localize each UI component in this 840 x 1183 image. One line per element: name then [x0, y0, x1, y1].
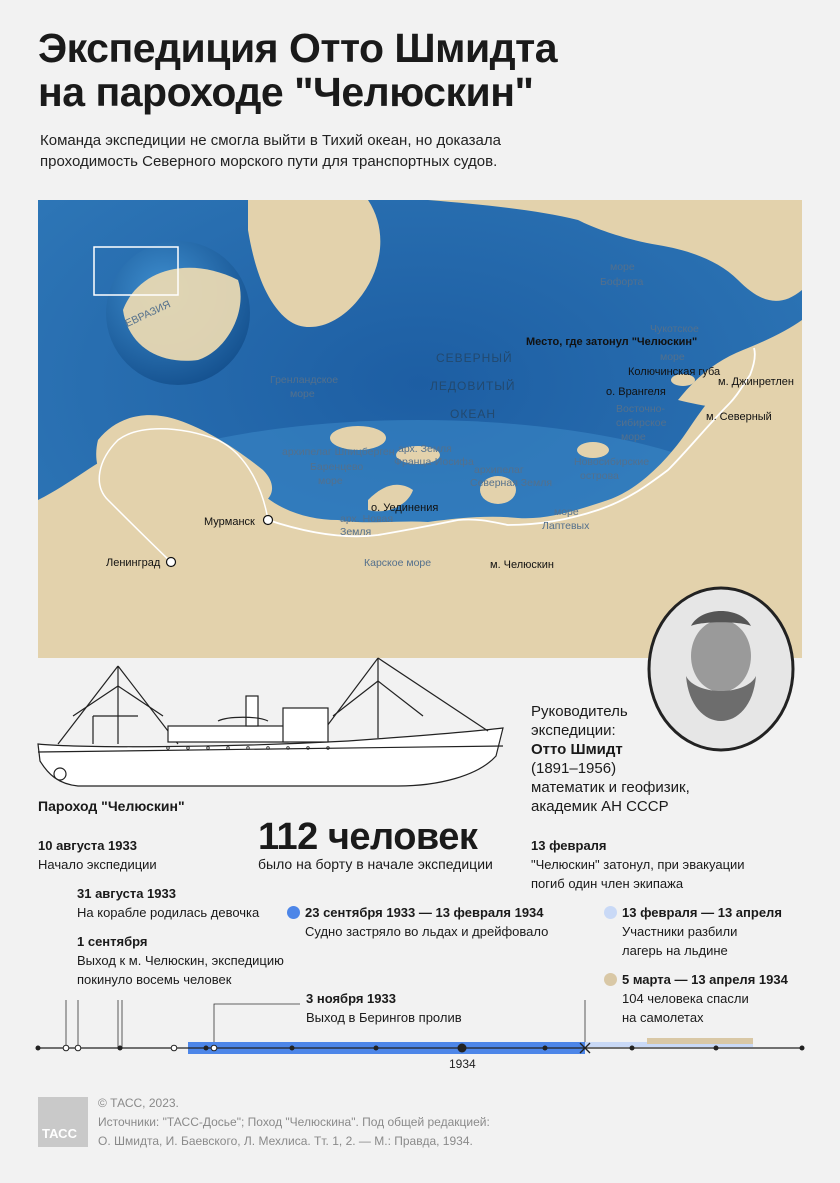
fj-label-1: арх. Земля — [398, 443, 452, 455]
event-drift — [287, 903, 548, 941]
laptev-label-1: море — [554, 506, 579, 518]
leningrad-dot — [167, 558, 176, 567]
event-date: 23 сентября 1933 — 13 февраля 1934 — [305, 905, 544, 920]
sz-label-1: архипелаг — [474, 464, 524, 476]
event-date: 13 февраля — [531, 838, 607, 853]
event-sinking — [531, 836, 745, 893]
murmansk-label: Мурманск — [204, 516, 255, 528]
fj-label-2: Франца-Иосифа — [394, 456, 474, 468]
chukchi-label-1: Чукотское — [650, 323, 699, 335]
event-text-2: лагерь на льдине — [622, 943, 728, 958]
east-sib-label-3: море — [621, 431, 646, 443]
ship-label: Пароход "Челюскин" — [38, 798, 185, 814]
nz-label-1: арх. Новая — [340, 513, 394, 525]
event-date: 1 сентября — [77, 934, 148, 949]
beaufort-label-1: море — [610, 261, 635, 273]
timeline-year: 1934 — [449, 1057, 476, 1071]
event-girl-born — [77, 884, 259, 922]
event-cape-chelyuskin — [77, 932, 284, 989]
event-text: Начало экспедиции — [38, 857, 157, 872]
murmansk-dot — [264, 516, 273, 525]
chukchi-label-2: море — [660, 351, 685, 363]
leader-line-2: экспедиции: — [531, 722, 616, 739]
drift-color-dot — [287, 906, 300, 919]
dzhinretlen-label: м. Джинретлен — [718, 376, 794, 388]
event-start — [38, 836, 157, 874]
event-text: Выход в Берингов пролив — [306, 1010, 462, 1025]
uedineniya-label: о. Уединения — [371, 502, 439, 514]
ocean-label-1: СЕВЕРНЫЙ — [436, 351, 513, 365]
leader-line-1: Руководитель — [531, 703, 628, 720]
tass-logo-text: ТАСС — [42, 1126, 77, 1141]
footer-line-1: © ТАСС, 2023. — [98, 1096, 179, 1110]
kara-label: Карское море — [364, 557, 432, 569]
spitsbergen-label: архипелаг Шпицберген — [282, 446, 395, 458]
event-date: 31 августа 1933 — [77, 886, 176, 901]
leader-years: (1891–1956) — [531, 760, 617, 777]
timeline — [0, 1000, 840, 1080]
nsi-label-2: острова — [580, 470, 619, 482]
page-title — [38, 26, 738, 114]
leader-info — [531, 702, 731, 816]
globe-label: ЕВРАЗИЯ — [123, 298, 173, 330]
leader-line-3: математик и геофизик, — [531, 779, 690, 796]
rescue-color-dot — [604, 973, 617, 986]
nsi-label-1: Новосибирские — [574, 456, 650, 468]
greenland-sea-label-2: море — [290, 388, 315, 400]
event-text-1: Участники разбили — [622, 924, 738, 939]
event-text-2: покинуло восемь человек — [77, 972, 232, 987]
sink-place-label: Место, где затонул "Челюскин" — [526, 336, 698, 348]
tass-logo — [38, 1097, 88, 1147]
laptev-label-2: Лаптевых — [542, 520, 590, 532]
camp-color-dot — [604, 906, 617, 919]
event-text-1: "Челюскин" затонул, при эвакуации — [531, 857, 745, 872]
crew-caption: было на борту в начале экспедиции — [258, 856, 493, 872]
footer-line-2: Источники: "ТАСС-Досье"; Поход "Челюскина". Под общей редакцией: — [98, 1115, 490, 1129]
event-date: 3 ноября 1933 — [306, 991, 396, 1006]
page-subtitle: Команда экспедиции не смогла выйти в Тихий океан, но доказала проходимость Северного морского пути для транспортных судов. — [40, 132, 501, 170]
footer-line-3: О. Шмидта, И. Баевского, Л. Мехлиса. Тт. 1, 2. — М.: Правда, 1934. — [98, 1134, 473, 1148]
event-text-2: на самолетах — [622, 1010, 704, 1025]
leningrad-label: Ленинград — [106, 557, 161, 569]
event-ice-camp — [604, 903, 782, 960]
barents-label-2: море — [318, 475, 343, 487]
event-text: Судно застряло во льдах и дрейфовало — [305, 924, 549, 939]
event-date: 5 марта — 13 апреля 1934 — [622, 972, 788, 987]
nz-label-2: Земля — [340, 526, 372, 538]
east-sib-label-2: сибирское — [616, 417, 667, 429]
footer-credits — [98, 1094, 618, 1151]
title-line-2: на пароходе "Челюскин" — [38, 69, 534, 115]
greenland-sea-label-1: Гренландское — [270, 374, 339, 386]
beaufort-label-2: Бофорта — [600, 276, 644, 288]
barents-label-1: Баренцево — [310, 461, 364, 473]
event-text-1: Выход к м. Челюскин, экспедицию — [77, 953, 284, 968]
event-date: 13 февраля — 13 апреля — [622, 905, 782, 920]
severny-label: м. Северный — [706, 411, 772, 423]
event-date: 10 августа 1933 — [38, 838, 137, 853]
crew-number: 112 человек — [258, 816, 478, 858]
event-text-1: 104 человека спасли — [622, 991, 749, 1006]
ocean-label-3: ОКЕАН — [450, 407, 496, 421]
title-line-1: Экспедиция Отто Шмидта — [38, 25, 558, 71]
kolyuchin-label: Колючинская губа — [628, 366, 721, 378]
east-sib-label-1: Восточно- — [616, 403, 665, 415]
event-text-2: погиб один член экипажа — [531, 876, 684, 891]
leader-line-4: академик АН СССР — [531, 798, 669, 815]
chelyuskin-cape-label: м. Челюскин — [490, 559, 554, 571]
ship-illustration — [18, 656, 518, 796]
leader-name: Отто Шмидт — [531, 741, 623, 758]
event-text: На корабле родилась девочка — [77, 905, 260, 920]
ocean-label-2: ЛЕДОВИТЫЙ — [430, 379, 516, 393]
sz-label-2: Северная Земля — [470, 477, 553, 489]
wrangel-label: о. Врангеля — [606, 386, 666, 398]
rescue-band — [647, 1038, 753, 1044]
